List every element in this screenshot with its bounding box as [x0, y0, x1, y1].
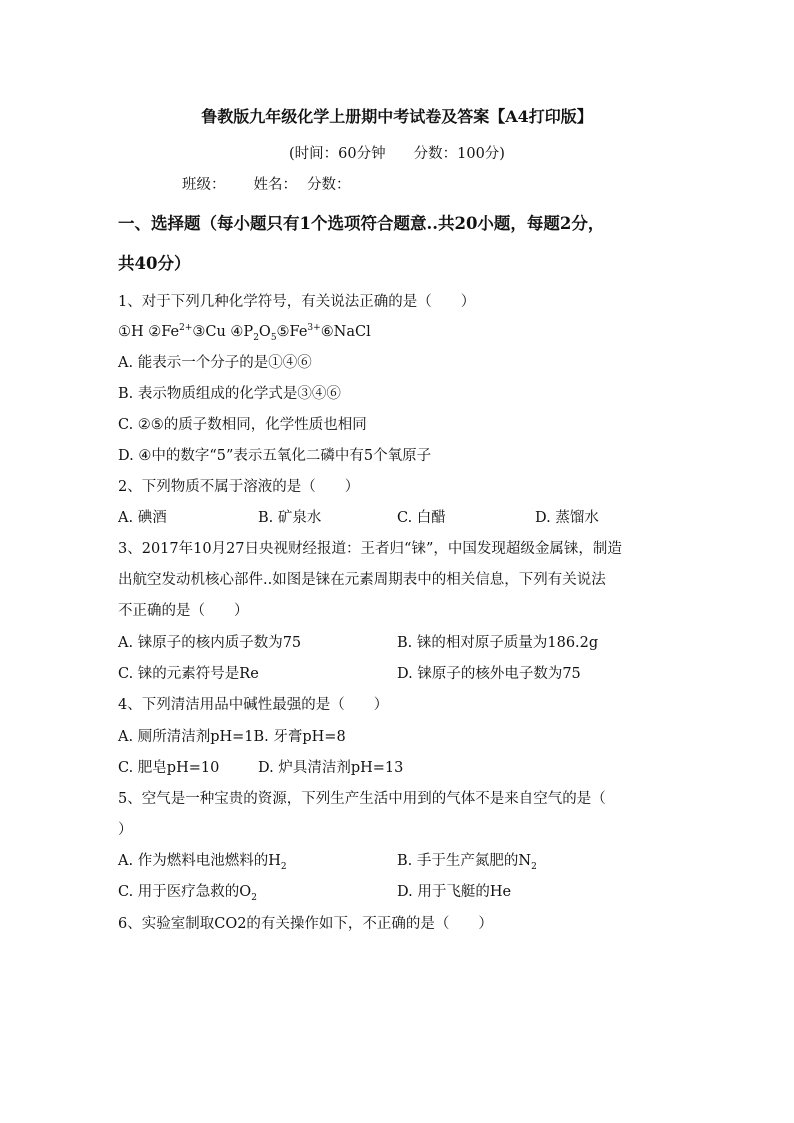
q3-option-d: D. 铼原子的核外电子数为75 — [397, 666, 581, 682]
q2-option-d: D. 蒸馏水 — [535, 510, 599, 526]
q4-option-ab: A. 厕所清洁剂pH=1B. 牙膏pH=8 — [118, 729, 346, 745]
q6-stem: 6、实验室制取CO2的有关操作如下，不正确的是（ ） — [118, 916, 493, 932]
q1-symbol-part: ⑤Fe — [276, 324, 308, 340]
q3-option-c: C. 铼的元素符号是Re — [118, 666, 259, 682]
q5-option-b — [397, 851, 537, 871]
q1-stem: 1、对于下列几种化学符号，有关说法正确的是（ ） — [118, 294, 476, 310]
section-heading-line2: 共40分） — [118, 254, 191, 273]
exam-score: 分数：100分) — [413, 146, 505, 162]
q3-option-a: A. 铼原子的核内质子数为75 — [118, 635, 302, 651]
q1-symbol-sup: 3+ — [307, 323, 321, 334]
q5-stem-line1: 5、空气是一种宝贵的资源，下列生产生活中用到的气体不是来自空气的是（ — [118, 791, 606, 807]
q1-option-d: D. ④中的数字“5”表示五氧化二磷中有5个氧原子 — [118, 448, 432, 464]
student-name-label: 姓名： — [253, 177, 297, 193]
q2-stem: 2、下列物质不属于溶液的是（ ） — [118, 479, 360, 495]
section-heading-line1: 一、选择题（每小题只有1个选项符合题意..共20小题，每题2分， — [118, 214, 605, 233]
q1-symbol-part: O — [258, 324, 271, 340]
exam-time: (时间：60分钟 — [289, 146, 386, 162]
student-info — [182, 175, 351, 195]
q5-stem-line2: ） — [118, 822, 133, 838]
q1-option-c: C. ②⑤的质子数相同，化学性质也相同 — [118, 417, 367, 433]
q1-symbol-sup: 2+ — [179, 323, 193, 334]
q1-symbol-part: ③Cu ④P — [192, 324, 254, 340]
q1-symbol-part: ①H ②Fe — [118, 324, 180, 340]
q5-option-b-text: B. 手于生产氮肥的N — [397, 853, 532, 869]
q3-stem-line2: 出航空发动机核心部件..如图是铼在元素周期表中的相关信息，下列有关说法 — [118, 572, 606, 588]
q3-option-b: B. 铼的相对原子质量为186.2g — [397, 635, 599, 651]
q3-stem-line1: 3、2017年10月27日央视财经报道：王者归“铼”，中国发现超级金属铼，制造 — [118, 541, 622, 557]
q1-symbol-sub: 2 — [253, 332, 259, 343]
q5-option-b-sub: 2 — [531, 861, 537, 872]
student-score-label: 分数： — [307, 177, 351, 193]
q1-symbol-sub: 5 — [270, 332, 277, 343]
q5-option-a — [118, 851, 287, 871]
student-class-label: 班级： — [182, 177, 226, 193]
exam-info — [0, 144, 794, 164]
q1-option-a: A. 能表示一个分子的是①④⑥ — [118, 355, 312, 371]
q4-option-d: D. 炉具清洁剂pH=13 — [258, 760, 404, 776]
q1-option-b: B. 表示物质组成的化学式是③④⑥ — [118, 386, 341, 402]
page-title: 鲁教版九年级化学上册期中考试卷及答案【A4打印版】 — [201, 107, 593, 126]
q4-stem: 4、下列清洁用品中碱性最强的是（ ） — [118, 697, 389, 713]
q3-stem-line3: 不正确的是（ ） — [118, 603, 249, 619]
q5-option-c-text: C. 用于医疗急救的O — [118, 884, 252, 900]
q2-option-b: B. 矿泉水 — [258, 510, 322, 526]
q5-option-d: D. 用于飞艇的He — [397, 884, 512, 900]
q4-option-c: C. 肥皂pH=10 — [118, 760, 220, 776]
q5-option-a-sub: 2 — [280, 861, 287, 872]
q5-option-a-text: A. 作为燃料电池燃料的H — [118, 853, 281, 869]
q5-option-c-sub: 2 — [251, 892, 257, 903]
q1-symbol-part: ⑥NaCl — [320, 324, 371, 340]
q2-option-a: A. 碘酒 — [118, 510, 167, 526]
q5-option-c — [118, 882, 257, 902]
q1-symbols — [118, 322, 371, 342]
q2-option-c: C. 白醋 — [397, 510, 446, 526]
